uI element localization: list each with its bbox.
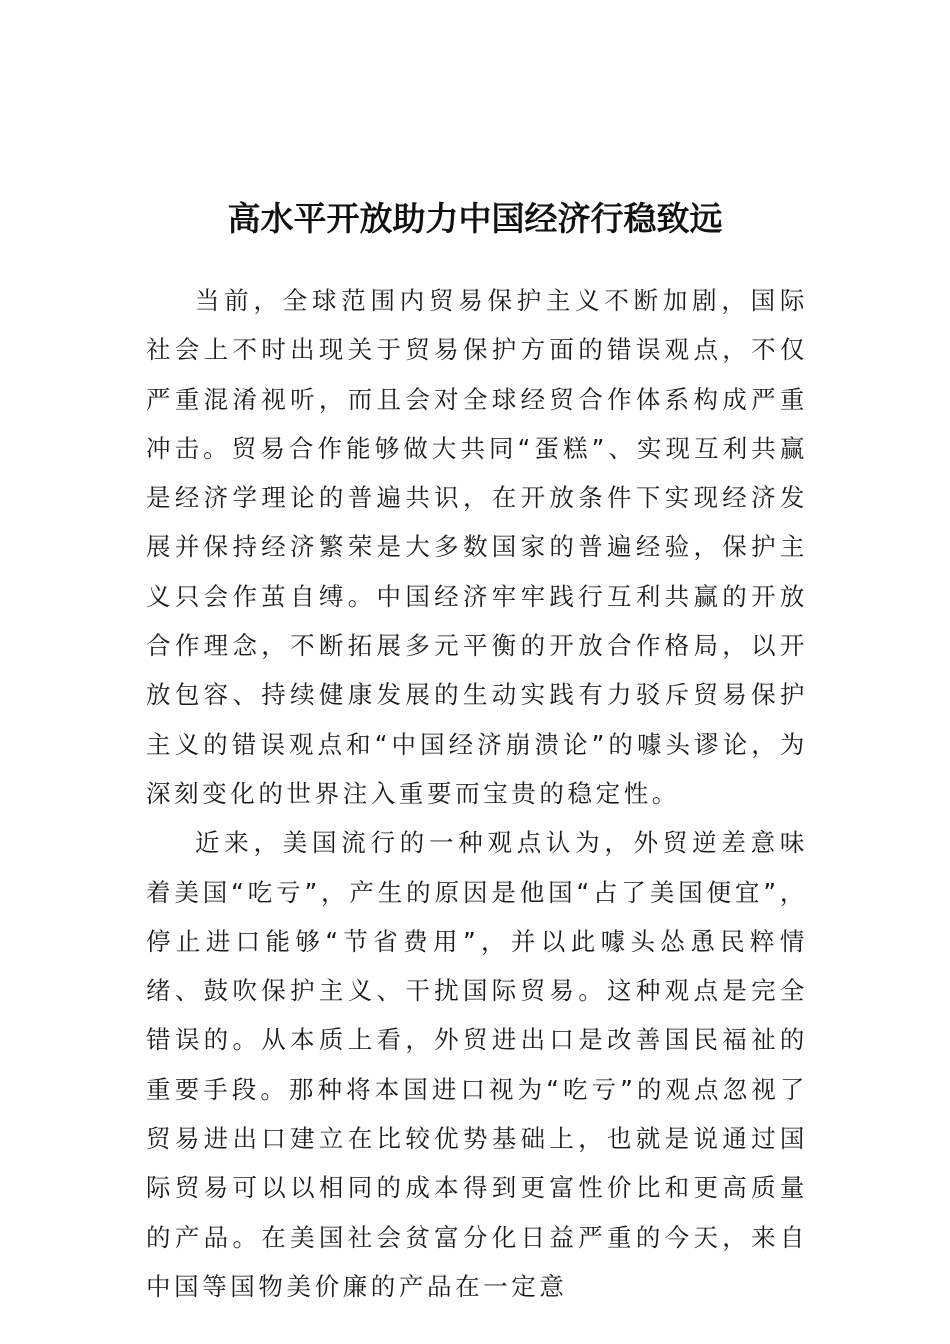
paragraph: 当前，全球范围内贸易保护主义不断加剧，国际社会上不时出现关于贸易保护方面的错误观点，不仅严重混淆视听，而且会对全球经贸合作体系构成严重冲击。贸易合作能够做大共同“蛋糕”、实现互利共赢是经济学理论的普遍共识，在开放条件下实现经济发展并保持经济繁荣是大多数国家的普遍经验，保护主义只会作茧自缚。中国经济牢牢践行互利共赢的开放合作理念，不断拓展多元平衡的开放合作格局，以开放包容、持续健康发展的生动实践有力驳斥贸易保护主义的错误观点和“中国经济崩溃论”的噱头谬论，为深刻变化的世界注入重要而宝贵的稳定性。 [146,286,808,808]
document-body [146,276,808,1311]
paragraph: 近来，美国流行的一种观点认为，外贸逆差意味着美国“吃亏”，产生的原因是他国“占了美国便宜”，停止进口能够“节省费用”，并以此噱头怂恿民粹情绪、鼓吹保护主义、干扰国际贸易。这种观点是完全错误的。从本质上看，外贸进出口是改善国民福祉的重要手段。那种将本国进口视为“吃亏”的观点忽视了贸易进出口建立在比较优势基础上，也就是说通过国际贸易可以以相同的成本得到更富性价比和更高质量的产品。在美国社会贫富分化日益严重的今天，来自中国等国物美价廉的产品在一定意 [146,828,808,1301]
document-title: 高水平开放助力中国经济行稳致远 [227,199,723,239]
